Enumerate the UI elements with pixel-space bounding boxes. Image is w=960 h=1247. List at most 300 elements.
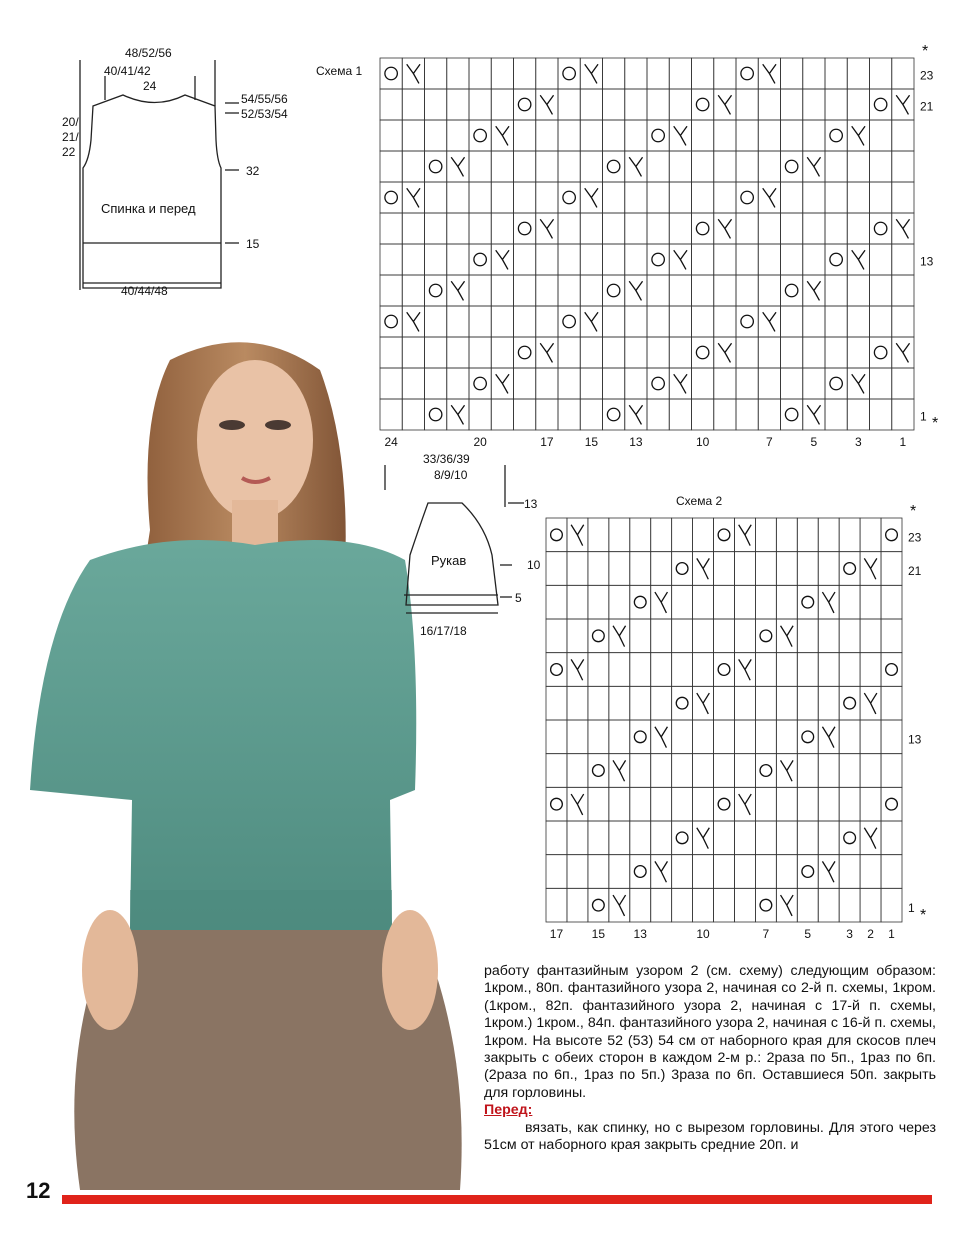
decrease-symbol [540, 95, 553, 114]
chart-cell [669, 213, 691, 244]
yarn-over-symbol [844, 832, 856, 844]
decrease-symbol [822, 727, 835, 748]
decrease-symbol [822, 861, 835, 882]
chart-cell [514, 306, 536, 337]
chart-cell [672, 619, 693, 653]
shoulder-label-2: 52/53/54 [241, 107, 288, 121]
chart-cell [514, 368, 536, 399]
chart-cell [797, 855, 818, 889]
chart-cell [558, 244, 580, 275]
decrease-symbol [674, 374, 687, 393]
chart-cell [839, 855, 860, 889]
chart-cell [736, 368, 758, 399]
chart-cell [469, 151, 491, 182]
chart-cell [580, 120, 602, 151]
column-label: 7 [766, 435, 773, 449]
chart-cell [781, 275, 803, 306]
chart-cell [881, 855, 902, 889]
yarn-over-symbol [874, 222, 886, 234]
chart-cell [803, 368, 825, 399]
chart-cell [758, 120, 780, 151]
chart-cell [567, 855, 588, 889]
chart-cell [514, 89, 536, 120]
chart-cell [625, 120, 647, 151]
chart-cell [669, 151, 691, 182]
chart-cell [797, 619, 818, 653]
chart-cell [734, 686, 755, 720]
chart-cell [870, 399, 892, 430]
yarn-over-symbol [886, 529, 898, 541]
chart-cell [803, 213, 825, 244]
chart-cell [651, 686, 672, 720]
chart-cell [669, 275, 691, 306]
chart-cell [588, 653, 609, 687]
chart-cell [603, 337, 625, 368]
chart-cell [839, 619, 860, 653]
chart-cell [469, 337, 491, 368]
column-label: 15 [584, 435, 599, 449]
chart-cell [818, 686, 839, 720]
yarn-over-symbol [802, 596, 814, 608]
star-mark: * [922, 43, 929, 60]
chart-cell [758, 89, 780, 120]
chart-cell [714, 686, 735, 720]
decrease-symbol [451, 405, 464, 424]
decrease-symbol [655, 861, 668, 882]
chart-cell [469, 58, 491, 89]
chart-cell [781, 399, 803, 430]
chart-cell [567, 720, 588, 754]
yarn-over-symbol [718, 664, 730, 676]
chart-cell [669, 337, 691, 368]
chart-cell [758, 244, 780, 275]
chart-cell [546, 754, 567, 788]
chart-cell [425, 182, 447, 213]
decrease-symbol [451, 281, 464, 300]
decrease-symbol [896, 95, 909, 114]
chart-cell [630, 686, 651, 720]
decrease-symbol [852, 126, 865, 145]
chart-cell [734, 821, 755, 855]
chart-cell [609, 787, 630, 821]
chart-cell [860, 888, 881, 922]
sleeve-cuff-height: 5 [515, 591, 522, 605]
chart-cell [892, 275, 914, 306]
chart-cell [514, 182, 536, 213]
chart-cell [425, 337, 447, 368]
chart-cell [714, 120, 736, 151]
chart-cell [672, 888, 693, 922]
top-width-label: 48/52/56 [125, 46, 172, 60]
chart-cell [672, 585, 693, 619]
chart-cell [693, 619, 714, 653]
chart-cell [839, 821, 860, 855]
chart-cell [781, 151, 803, 182]
chart-cell [870, 89, 892, 120]
chart-cell [380, 89, 402, 120]
yarn-over-symbol [652, 129, 664, 141]
chart-cell [714, 754, 735, 788]
chart-cell [736, 275, 758, 306]
chart-cell [818, 754, 839, 788]
chart-cell [870, 120, 892, 151]
star-mark: * [910, 503, 917, 520]
chart-cell [870, 275, 892, 306]
chart-cell [755, 821, 776, 855]
chart-cell [425, 306, 447, 337]
chart-cell [714, 58, 736, 89]
chart-cell [447, 368, 469, 399]
yarn-over-symbol [385, 67, 397, 79]
footer-bar [62, 1195, 932, 1204]
chart-cell [781, 337, 803, 368]
yarn-over-symbol [785, 284, 797, 296]
chart-cell [892, 399, 914, 430]
decrease-symbol [739, 794, 752, 815]
chart-cell [603, 120, 625, 151]
decrease-symbol [585, 312, 598, 331]
chart-cell [651, 754, 672, 788]
chart-cell [567, 888, 588, 922]
chart-cell [491, 151, 513, 182]
chart-cell [447, 89, 469, 120]
instruction-paragraph-2 [484, 1102, 936, 1154]
chart-cell [839, 787, 860, 821]
yarn-over-symbol [563, 315, 575, 327]
chart-cell [755, 653, 776, 687]
decrease-symbol [697, 558, 710, 579]
chart-cell [514, 151, 536, 182]
front-text: вязать, как спинку, но с вырезом горловины. Для этого через 51см от наборного края закрыть средние 20п. и [484, 1119, 936, 1154]
chart-cell [736, 306, 758, 337]
chart-cell [380, 306, 402, 337]
chart-cell [781, 244, 803, 275]
chart-cell [425, 244, 447, 275]
yarn-over-symbol [874, 98, 886, 110]
chart-cell [491, 58, 513, 89]
chart-cell [647, 151, 669, 182]
chart-cell [892, 182, 914, 213]
chart-cell [672, 720, 693, 754]
chart-cell [625, 368, 647, 399]
chart-cell [797, 888, 818, 922]
decrease-symbol [718, 343, 731, 362]
star-mark: * [920, 907, 927, 924]
chart-cell [558, 182, 580, 213]
chart-cell [630, 653, 651, 687]
chart-cell [781, 213, 803, 244]
yarn-over-symbol [563, 191, 575, 203]
chart-cell [892, 58, 914, 89]
chart-cell [380, 399, 402, 430]
chart-cell [425, 213, 447, 244]
chart-cell [736, 244, 758, 275]
chart-cell [714, 552, 735, 586]
yarn-over-symbol [741, 315, 753, 327]
chart-cell [558, 399, 580, 430]
chart-cell [380, 58, 402, 89]
yarn-over-symbol [652, 253, 664, 265]
row-label: 21 [920, 99, 934, 114]
yarn-over-symbol [607, 408, 619, 420]
chart-cell [839, 888, 860, 922]
row-label: 23 [908, 530, 922, 545]
chart-cell [380, 120, 402, 151]
chart-cell [469, 306, 491, 337]
chart-cell [714, 151, 736, 182]
chart-cell [892, 244, 914, 275]
shoulder-label-1: 54/55/56 [241, 92, 288, 106]
chart-cell [847, 306, 869, 337]
chart2-grid [536, 503, 956, 960]
yarn-over-symbol [785, 408, 797, 420]
chart-cell [603, 306, 625, 337]
chart-cell [797, 686, 818, 720]
chart-cell [603, 275, 625, 306]
chart-cell [860, 619, 881, 653]
yarn-over-symbol [563, 67, 575, 79]
chart-cell [630, 619, 651, 653]
chart-cell [609, 821, 630, 855]
yarn-over-symbol [474, 377, 486, 389]
yarn-over-symbol [830, 129, 842, 141]
chart-cell [603, 213, 625, 244]
chart-cell [803, 120, 825, 151]
chart-cell [567, 686, 588, 720]
chart-cell [818, 821, 839, 855]
chart2-title: Схема 2 [676, 494, 723, 508]
chart-cell [847, 151, 869, 182]
yarn-over-symbol [886, 798, 898, 810]
chart-cell [734, 552, 755, 586]
row-label: 13 [908, 732, 922, 747]
chart-cell [870, 213, 892, 244]
chart-cell [588, 686, 609, 720]
chart-cell [881, 686, 902, 720]
chart-cell [588, 585, 609, 619]
decrease-symbol [571, 794, 584, 815]
chart-cell [758, 337, 780, 368]
chart-cell [647, 89, 669, 120]
decrease-symbol [864, 693, 877, 714]
chart-cell [714, 855, 735, 889]
chart-cell [881, 619, 902, 653]
star-mark: * [932, 415, 939, 432]
decrease-symbol [585, 64, 598, 83]
chart-cell [825, 213, 847, 244]
chart-cell [672, 754, 693, 788]
chart-cell [625, 58, 647, 89]
chart-cell [630, 585, 651, 619]
chart-cell [669, 182, 691, 213]
chart-cell [714, 821, 735, 855]
chart-cell [870, 151, 892, 182]
chart-cell [425, 120, 447, 151]
chart-cell [755, 619, 776, 653]
chart-cell [603, 151, 625, 182]
decrease-symbol [674, 126, 687, 145]
yarn-over-symbol [474, 253, 486, 265]
chart-cell [860, 720, 881, 754]
chart-cell [630, 518, 651, 552]
rib-height-label: 15 [246, 237, 260, 251]
chart-cell [625, 337, 647, 368]
decrease-symbol [407, 312, 420, 331]
chart-cell [630, 552, 651, 586]
chart-cell [776, 720, 797, 754]
chart-cell [825, 151, 847, 182]
chart-cell [546, 888, 567, 922]
chart-cell [797, 821, 818, 855]
chart-cell [651, 787, 672, 821]
chart-cell [603, 89, 625, 120]
sleeve-bottom-width: 16/17/18 [420, 624, 467, 638]
yarn-over-symbol [676, 563, 688, 575]
chart-cell [514, 120, 536, 151]
chart-cell [491, 89, 513, 120]
chart-cell [781, 306, 803, 337]
chart-cell [469, 213, 491, 244]
chart-cell [692, 306, 714, 337]
chart-cell [567, 585, 588, 619]
chart-cell [469, 399, 491, 430]
chart-cell [755, 720, 776, 754]
yarn-over-symbol [518, 98, 530, 110]
chart-cell [625, 89, 647, 120]
chart-cell [870, 182, 892, 213]
yarn-over-symbol [592, 765, 604, 777]
chart-cell [825, 244, 847, 275]
chart-cell [514, 275, 536, 306]
yarn-over-symbol [634, 596, 646, 608]
chart-cell [588, 821, 609, 855]
chart-cell [818, 888, 839, 922]
chart-cell [714, 619, 735, 653]
chart-cell [781, 89, 803, 120]
chart-cell [714, 720, 735, 754]
chart-cell [825, 58, 847, 89]
chart-cell [693, 888, 714, 922]
chart-cell [714, 888, 735, 922]
sleeve-label: Рукав [431, 553, 467, 568]
chart-cell [781, 182, 803, 213]
instruction-text [484, 963, 936, 1154]
yarn-over-symbol [874, 346, 886, 358]
chart-cell [425, 368, 447, 399]
side-height-label: 32 [246, 164, 260, 178]
chart-cell [881, 754, 902, 788]
decrease-symbol [822, 592, 835, 613]
chart-cell [797, 585, 818, 619]
chart-cell [881, 552, 902, 586]
decrease-symbol [655, 592, 668, 613]
row-label: 23 [920, 68, 934, 83]
chart-cell [402, 337, 424, 368]
chart-cell [469, 89, 491, 120]
chart-cell [447, 337, 469, 368]
chart-cell [714, 518, 735, 552]
chart-cell [425, 58, 447, 89]
chart-cell [870, 244, 892, 275]
chart-cell [892, 120, 914, 151]
chart-cell [892, 306, 914, 337]
chart-cell [558, 151, 580, 182]
chart-cell [491, 213, 513, 244]
chart-cell [693, 720, 714, 754]
chart-cell [881, 888, 902, 922]
chart-cell [669, 306, 691, 337]
chart-cell [603, 58, 625, 89]
decrease-symbol [763, 64, 776, 83]
decrease-symbol [629, 281, 642, 300]
chart-cell [588, 888, 609, 922]
yarn-over-symbol [844, 563, 856, 575]
yarn-over-symbol [741, 191, 753, 203]
chart-cell [714, 275, 736, 306]
chart-cell [609, 686, 630, 720]
chart-cell [402, 151, 424, 182]
chart-cell [609, 552, 630, 586]
chart-cell [425, 151, 447, 182]
chart-cell [776, 653, 797, 687]
chart-cell [380, 213, 402, 244]
chart-cell [647, 213, 669, 244]
chart-cell [692, 120, 714, 151]
decrease-symbol [571, 525, 584, 546]
yarn-over-symbol [741, 67, 753, 79]
chart-cell [558, 213, 580, 244]
chart-cell [860, 518, 881, 552]
chart-cell [672, 552, 693, 586]
chart-cell [870, 368, 892, 399]
yarn-over-symbol [676, 832, 688, 844]
chart-cell [469, 120, 491, 151]
chart-cell [630, 787, 651, 821]
chart-cell [755, 686, 776, 720]
chart-cell [402, 120, 424, 151]
chart-cell [380, 337, 402, 368]
chart-cell [536, 182, 558, 213]
chart-cell [776, 821, 797, 855]
chart-cell [558, 368, 580, 399]
chart-cell [758, 368, 780, 399]
chart-cell [380, 244, 402, 275]
chart-cell [603, 182, 625, 213]
chart-cell [818, 653, 839, 687]
chart-cell [847, 89, 869, 120]
chart-cell [693, 754, 714, 788]
decrease-symbol [613, 895, 626, 916]
chart-cell [647, 120, 669, 151]
decrease-symbol [781, 895, 794, 916]
chart-cell [870, 58, 892, 89]
chart-cell [588, 754, 609, 788]
chart-cell [825, 89, 847, 120]
chart-cell [647, 58, 669, 89]
chart-cell [580, 399, 602, 430]
chart-cell [536, 151, 558, 182]
neck-width-label: 40/41/42 [104, 64, 151, 78]
chart-cell [881, 518, 902, 552]
yarn-over-symbol [518, 222, 530, 234]
chart-cell [536, 399, 558, 430]
chart-cell [734, 855, 755, 889]
chart-cell [714, 182, 736, 213]
chart-cell [425, 399, 447, 430]
chart-cell [818, 787, 839, 821]
chart-cell [672, 518, 693, 552]
yarn-over-symbol [551, 529, 563, 541]
